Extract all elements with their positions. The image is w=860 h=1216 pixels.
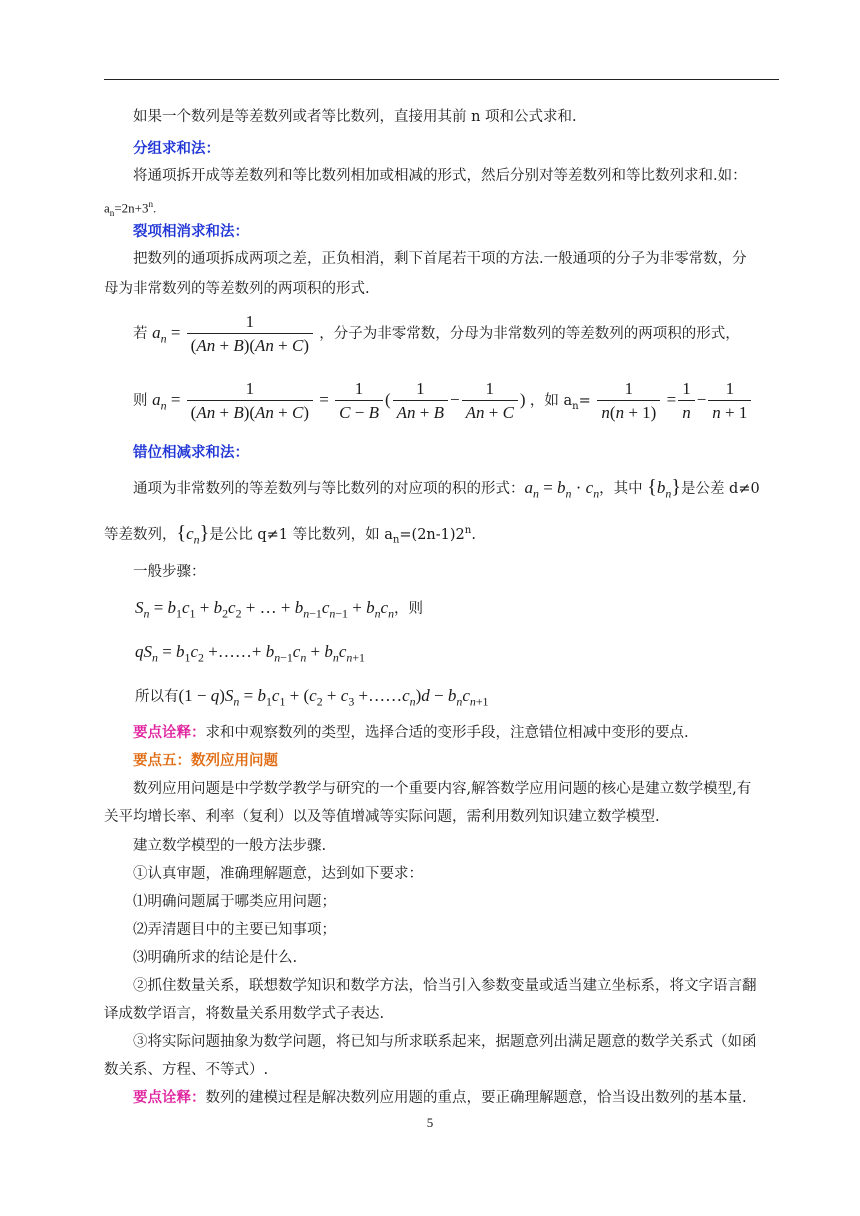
equation-split-general: 若 $a_n$ = $\frac{1}{(An + B)(An + C)}$ ，分子为非零常数，分母为非常数列的等差数列的两项积的形式， xyxy=(133,312,740,355)
paragraph-split-sum-2: 母为非常数列的等差数列的两项积的形式. xyxy=(104,281,370,297)
heading-group-sum: 分组求和法： xyxy=(133,140,220,157)
header-rule xyxy=(104,79,779,80)
paragraph-direct-sum: 如果一个数列是等差数列或者等比数列，直接用其前 n 项和公式求和. xyxy=(133,109,577,125)
paragraph-apply-10: ③将实际问题抽象为数学问题，将已知与所求联系起来，据题意列出满足题意的数学关系式（如函 xyxy=(133,1034,757,1050)
paragraph-group-sum-1: 将通项拆开成等差数列和等比数列相加或相减的形式，然后分别对等差数列和等比数列求和.如： xyxy=(133,168,747,184)
paragraph-apply-1: 数列应用问题是中学数学教学与研究的一个重要内容,解答数学应用问题的核心是建立数学模型,有 xyxy=(133,781,752,797)
paragraph-apply-2: 关平均增长率、利率（复利）以及等值增减等实际问题，需利用数列知识建立数学模型. xyxy=(104,809,660,825)
equation-qsn: $qS_n = b_1c_2$ +……+ $b_{n-1}c_n + b_nc_{n+1}$ xyxy=(135,642,365,665)
paragraph-apply-9: 译成数学语言，将数量关系用数学式子表达. xyxy=(104,1006,385,1022)
paragraph-apply-4: ①认真审题，准确理解题意，达到如下要求： xyxy=(133,866,423,882)
heading-misplace-sum: 错位相减求和法： xyxy=(133,444,249,461)
paragraph-apply-5: ⑴明确问题属于哪类应用问题； xyxy=(133,894,336,910)
equation-result: 所以有$(1 - q)S_n = b_1c_1 + (c_2 + c_3$ $+\dots\dots c_n)d - b_nc_{n+1}$ xyxy=(135,686,489,709)
paragraph-group-sum-example: $a_n=2n+3^n$. xyxy=(104,199,157,218)
page-number: 5 xyxy=(426,1115,434,1130)
note-key-point-1: 要点诠释：求和中观察数列的类型，选择合适的变形手段，注意错位相减中变形的要点. xyxy=(133,724,689,741)
paragraph-general-steps: 一般步骤： xyxy=(133,564,206,580)
paragraph-misplace-2: 等差数列，$\{c_n\}$是公比 q≠1 等比数列，如 $a_n=(2n-1)2^n$. xyxy=(104,521,476,547)
paragraph-misplace-1: 通项为非常数列的等差数列与等比数列的对应项的积的形式：$a_n = b_n \cdot c_n$，其中 $\{b_n\}$是公差 d≠0 xyxy=(133,476,760,501)
paragraph-apply-7: ⑶明确所求的结论是什么. xyxy=(133,950,298,966)
heading-application: 要点五：数列应用问题 xyxy=(133,752,278,769)
paragraph-apply-8: ②抓住数量关系，联想数学知识和数学方法，恰当引入参数变量或适当建立坐标系，将文字语言翻 xyxy=(133,978,757,994)
paragraph-apply-3: 建立数学模型的一般方法步骤. xyxy=(133,838,327,854)
paragraph-apply-11: 数关系、方程、不等式）. xyxy=(104,1062,269,1078)
equation-split-decompose: 则 $a_n$ = $\frac{1}{(An + B)(An + C)}$ = $\frac{1}{C - B}$ ( $\frac{1}{An + B}$ − $\frac{1}{An + C}$ ) ，如 $a_n=$ $\frac{1}{n(n + 1)}$ = $\frac{1}{n}$ − $\frac{1}{n + 1}$ xyxy=(133,379,753,423)
heading-split-sum: 裂项相消求和法： xyxy=(133,223,249,240)
equation-sn: $S_n = b_1c_1 + b_2c_2$ + … + $b_{n-1}c_{n-1} + b_nc_n$，则 xyxy=(135,598,424,621)
paragraph-split-sum-1: 把数列的通项拆成两项之差，正负相消，剩下首尾若干项的方法.一般通项的分子为非零常数，分 xyxy=(133,251,747,267)
note-key-point-2: 要点诠释：数列的建模过程是解决数列应用题的重点，要正确理解题意，恰当设出数列的基本量. xyxy=(133,1089,747,1106)
paragraph-apply-6: ⑵弄清题目中的主要已知事项； xyxy=(133,922,336,938)
